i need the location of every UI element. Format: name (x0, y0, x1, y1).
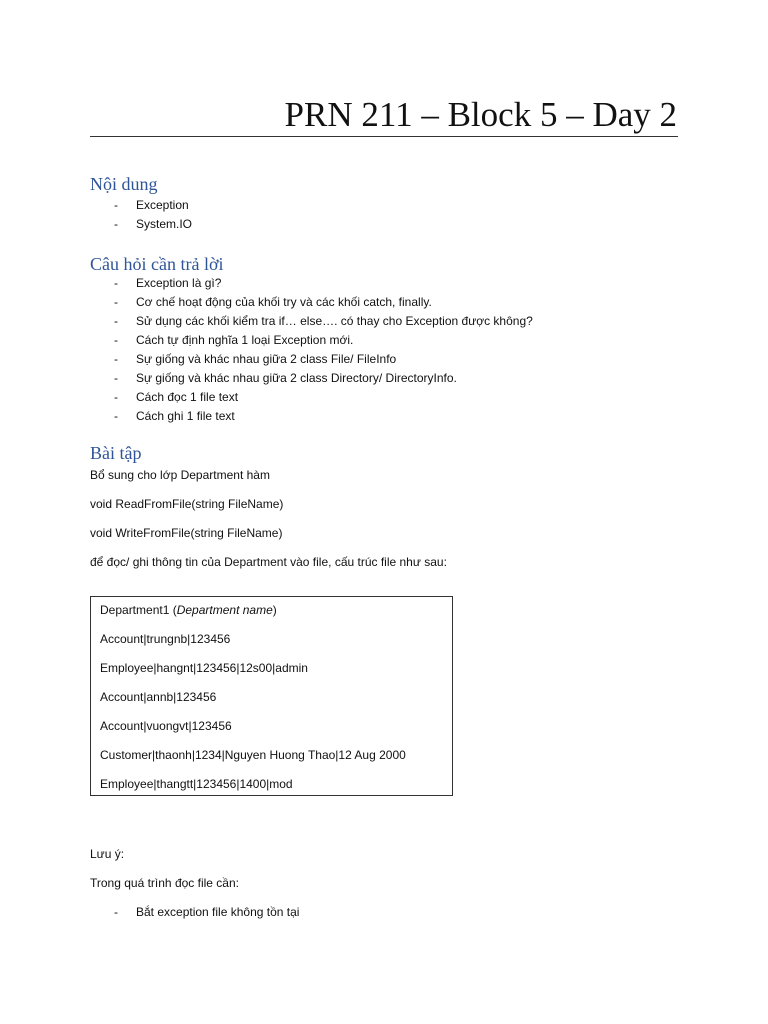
dash-bullet: - (114, 390, 118, 404)
box-line: Account|annb|123456 (100, 690, 217, 704)
exercise-text: void ReadFromFile(string FileName) (90, 497, 284, 511)
list-item-text: Exception là gì? (136, 276, 222, 290)
note-label: Lưu ý: (90, 847, 125, 861)
box-line: Employee|thangtt|123456|1400|mod (100, 777, 293, 791)
list-item (90, 196, 192, 215)
list-item (90, 350, 533, 369)
list-item (90, 312, 533, 331)
file-structure-box (90, 596, 453, 796)
heading-cau-hoi: Câu hỏi cần trả lời (90, 254, 224, 274)
list-item (90, 293, 533, 312)
box-line-department (100, 602, 277, 618)
list-item (90, 215, 192, 234)
note-intro: Trong quá trình đọc file cần: (90, 876, 239, 890)
box-line: Account|trungnb|123456 (100, 632, 231, 646)
list-item (90, 274, 533, 293)
heading-bai-tap: Bài tập (90, 443, 142, 463)
dash-bullet: - (114, 409, 118, 423)
exercise-text: để đọc/ ghi thông tin của Department vào file, cấu trúc file như sau: (90, 555, 447, 569)
list-item-text: Cách ghi 1 file text (136, 409, 235, 423)
department-name-placeholder: Department name (176, 603, 273, 617)
department-close-paren: ) (272, 603, 277, 617)
dash-bullet: - (114, 371, 118, 385)
list-item (90, 331, 533, 350)
list-item (90, 388, 533, 407)
box-line: Account|vuongvt|123456 (100, 719, 232, 733)
exercise-text: Bổ sung cho lớp Department hàm (90, 468, 270, 482)
list-item-text: Sự giống và khác nhau giữa 2 class Directory/ DirectoryInfo. (136, 371, 457, 385)
list-item-text: Cách tự định nghĩa 1 loại Exception mới. (136, 333, 354, 347)
list-note (90, 903, 299, 922)
list-item (90, 407, 533, 426)
dash-bullet: - (114, 198, 118, 212)
dash-bullet: - (114, 217, 118, 231)
list-item (90, 369, 533, 388)
list-cau-hoi (90, 274, 533, 426)
dash-bullet: - (114, 276, 118, 290)
dash-bullet: - (114, 314, 118, 328)
dash-bullet: - (114, 295, 118, 309)
list-item-text: Sự giống và khác nhau giữa 2 class File/ FileInfo (136, 352, 397, 366)
department-label: Department1 ( (100, 603, 177, 617)
page-title: PRN 211 – Block 5 – Day 2 (284, 95, 677, 134)
list-item-text: Cơ chế hoạt động của khối try và các khối catch, finally. (136, 295, 432, 309)
list-item-text: Exception (136, 198, 189, 212)
dash-bullet: - (114, 352, 118, 366)
dash-bullet: - (114, 905, 118, 919)
dash-bullet: - (114, 333, 118, 347)
list-item-text: System.IO (136, 217, 193, 231)
box-line: Employee|hangnt|123456|12s00|admin (100, 661, 308, 675)
list-item (90, 903, 299, 922)
list-item-text: Sử dụng các khối kiểm tra if… else…. có thay cho Exception được không? (136, 314, 533, 328)
title-underline (90, 136, 678, 137)
heading-noi-dung: Nội dung (90, 174, 158, 194)
list-noi-dung (90, 196, 192, 234)
box-line: Customer|thaonh|1234|Nguyen Huong Thao|12 Aug 2000 (100, 748, 406, 762)
exercise-text: void WriteFromFile(string FileName) (90, 526, 283, 540)
list-item-text: Bắt exception file không tồn tại (136, 905, 300, 919)
list-item-text: Cách đọc 1 file text (136, 390, 239, 404)
